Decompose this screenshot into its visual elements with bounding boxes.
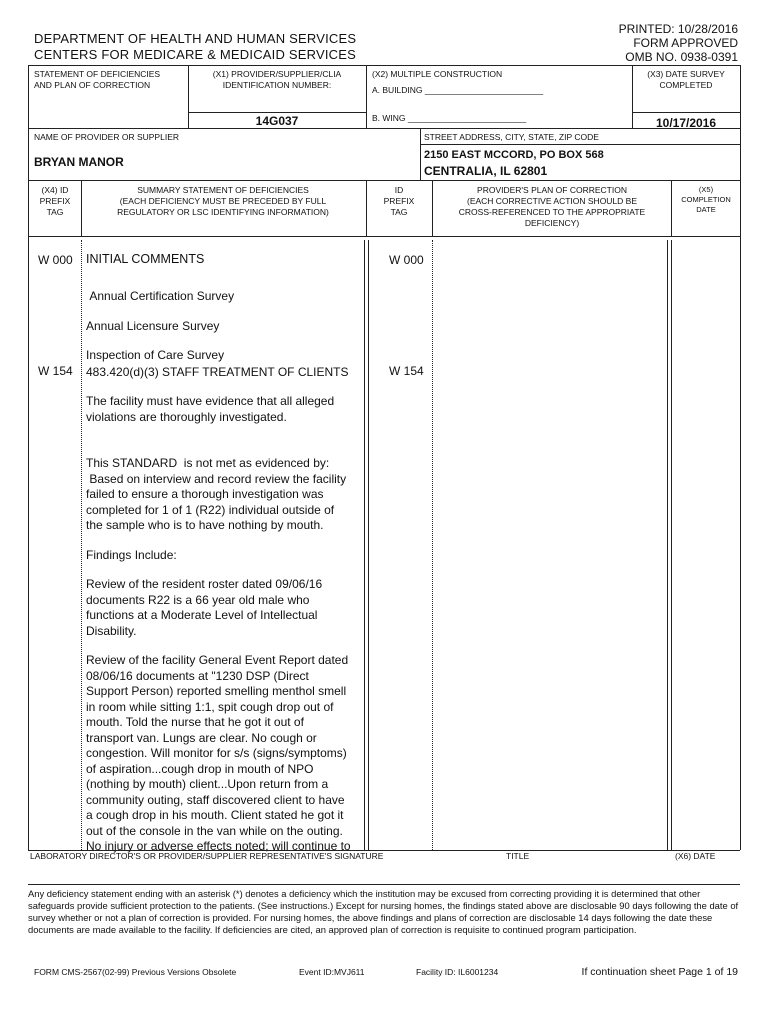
tag-w000-plan: W 000 <box>389 253 424 267</box>
rule <box>81 180 82 236</box>
rule <box>366 180 367 236</box>
wing-field: B. WING _________________________ <box>372 113 527 123</box>
rule <box>432 180 433 236</box>
paragraph: 483.420(d)(3) STAFF TREATMENT OF CLIENTS <box>86 364 349 379</box>
statement-line: STATEMENT OF DEFICIENCIES <box>34 69 161 79</box>
x1-line: (X1) PROVIDER/SUPPLIER/CLIA <box>212 69 342 79</box>
building-field: A. BUILDING _________________________ <box>372 85 544 95</box>
address <box>424 147 604 179</box>
paragraph: Annual Licensure Survey <box>86 318 220 333</box>
x1-label <box>190 69 364 91</box>
signature-label: LABORATORY DIRECTOR'S OR PROVIDER/SUPPLIER REPRESENTATIVE'S SIGNATURE <box>30 851 384 861</box>
address-line: CENTRALIA, IL 62801 <box>424 164 548 178</box>
id-line: ID <box>394 185 404 195</box>
provider-name-label: NAME OF PROVIDER OR SUPPLIER <box>34 132 179 142</box>
x4-line: (X4) ID <box>41 185 69 195</box>
print-info <box>619 22 738 64</box>
rule <box>28 65 740 66</box>
summary-line: SUMMARY STATEMENT OF DEFICIENCIES <box>137 185 309 195</box>
id-line: PREFIX <box>383 196 415 206</box>
x4-line: PREFIX <box>39 196 71 206</box>
statement-label <box>34 69 160 91</box>
paragraph: The facility must have evidence that all alleged violations are thoroughly investigated. <box>86 394 335 424</box>
x3-line: COMPLETED <box>659 80 713 90</box>
tag-w154-plan: W 154 <box>389 364 424 378</box>
provider-id-value: 14G037 <box>255 114 299 128</box>
form-number: FORM CMS-2567(02-99) Previous Versions Obsolete <box>34 967 237 977</box>
rule <box>432 240 433 850</box>
paragraph: This STANDARD is not met as evidenced by: Based on interview and record review the facility failed to ensure a thorough investigation was completed for 1 of 1 (R22) individual outside of the sample who is to have nothing by mouth. <box>86 456 347 532</box>
form-approved: FORM APPROVED <box>633 36 738 50</box>
provider-name: BRYAN MANOR <box>34 155 124 169</box>
paragraph: Review of the resident roster dated 09/06/16 documents R22 is a 66 year old male who functions at a Moderate Level of Intellectual Disability. <box>86 577 323 638</box>
x2-label: (X2) MULTIPLE CONSTRUCTION <box>372 69 503 79</box>
plan-line: DEFICIENCY) <box>524 218 580 228</box>
deficiency-text <box>86 252 362 267</box>
summary-line: (EACH DEFICIENCY MUST BE PRECEDED BY FULL <box>119 196 327 206</box>
rule <box>420 128 421 180</box>
department-header <box>34 31 356 63</box>
id-line: TAG <box>390 207 408 217</box>
page-number: If continuation sheet Page 1 of 19 <box>581 966 738 978</box>
address-label: STREET ADDRESS, CITY, STATE, ZIP CODE <box>424 132 599 142</box>
x5-line: COMPLETION <box>681 195 731 204</box>
paragraph: Review of the facility General Event Report dated 08/06/16 documents at "1230 DSP (Direct Support Person) reported smelling menthol smell in room while sitting 1:1, spit cough drop out of mouth. Told the nurse that he got it out of transport van. Lungs are clear. No cough or congestion. Will monitor for s/s (signs/symptoms) of aspiration...cough drop in mouth of NPO (nothing by mouth) client...Upon return from a community outing, staff discovered client to have a cough drop in his mouth. Client stated he got it out of the console in the van while on the outing. No injury or adverse effects noted; will continue to <box>86 653 351 853</box>
statement-line: AND PLAN OF CORRECTION <box>34 80 151 90</box>
plan-line: PROVIDER'S PLAN OF CORRECTION <box>477 185 627 195</box>
rule <box>671 240 672 850</box>
summary-header <box>82 185 364 218</box>
centers-line: CENTERS FOR MEDICARE & MEDICAID SERVICES <box>34 47 356 62</box>
x4-line: TAG <box>46 207 64 217</box>
tag-w154: W 154 <box>38 364 73 378</box>
rule <box>366 65 367 128</box>
rule <box>81 240 82 850</box>
x4-header <box>29 185 81 218</box>
department-line: DEPARTMENT OF HEALTH AND HUMAN SERVICES <box>34 31 357 46</box>
initial-comments: INITIAL COMMENTS <box>86 252 205 266</box>
rule <box>632 65 633 128</box>
summary-line: REGULATORY OR LSC IDENTIFYING INFORMATION) <box>117 207 329 217</box>
plan-line: CROSS-REFERENCED TO THE APPROPRIATE <box>458 207 646 217</box>
paragraph: Annual Certification Survey <box>86 289 235 303</box>
x5-header <box>672 185 740 215</box>
rule <box>420 144 740 145</box>
rule <box>28 180 740 181</box>
date-label: (X6) DATE <box>675 851 716 861</box>
rule <box>740 65 741 850</box>
rule <box>632 112 740 113</box>
rule <box>28 65 29 850</box>
plan-line: (EACH CORRECTIVE ACTION SHOULD BE <box>466 196 638 206</box>
deficiency-body <box>86 289 366 855</box>
plan-header <box>434 185 670 229</box>
printed-date: PRINTED: 10/28/2016 <box>618 22 738 36</box>
rule <box>368 240 369 850</box>
address-line: 2150 EAST MCCORD, PO BOX 568 <box>424 149 604 161</box>
survey-date-value: 10/17/2016 <box>655 116 717 130</box>
paragraph: Findings Include: <box>86 547 177 562</box>
id-header <box>367 185 431 218</box>
x1-line: IDENTIFICATION NUMBER: <box>222 80 332 90</box>
tag-w000: W 000 <box>38 253 73 267</box>
rule <box>28 236 740 237</box>
x5-line: (X5) <box>698 185 714 194</box>
x5-line: DATE <box>696 205 716 214</box>
rule <box>671 180 672 236</box>
disclaimer: Any deficiency statement ending with an asterisk (*) denotes a deficiency which the institution may be excused from correcting providing it is determined that other safeguards provide sufficient protection to the patients. (See instructions.) Except for nursing homes, the findings stated above are disclosable 90 days following the date of survey whether or not a plan of correction is provided. For nursing homes, the above findings and plans of correction are disclosable 14 days following the date these documents are made available to the facility. If deficiencies are cited, an approved plan of correction is requisite to continued program participation. <box>28 888 739 935</box>
event-id: Event ID:MVJ611 <box>299 967 365 977</box>
rule <box>188 65 189 128</box>
omb-number: OMB NO. 0938-0391 <box>625 50 738 64</box>
rule <box>28 884 740 885</box>
title-label: TITLE <box>506 851 530 861</box>
facility-id: Facility ID: IL6001234 <box>416 967 499 977</box>
x3-line: (X3) DATE SURVEY <box>647 69 725 79</box>
paragraph: Inspection of Care Survey <box>86 348 225 362</box>
rule <box>188 112 366 113</box>
rule <box>667 240 668 850</box>
x3-label <box>634 69 738 91</box>
